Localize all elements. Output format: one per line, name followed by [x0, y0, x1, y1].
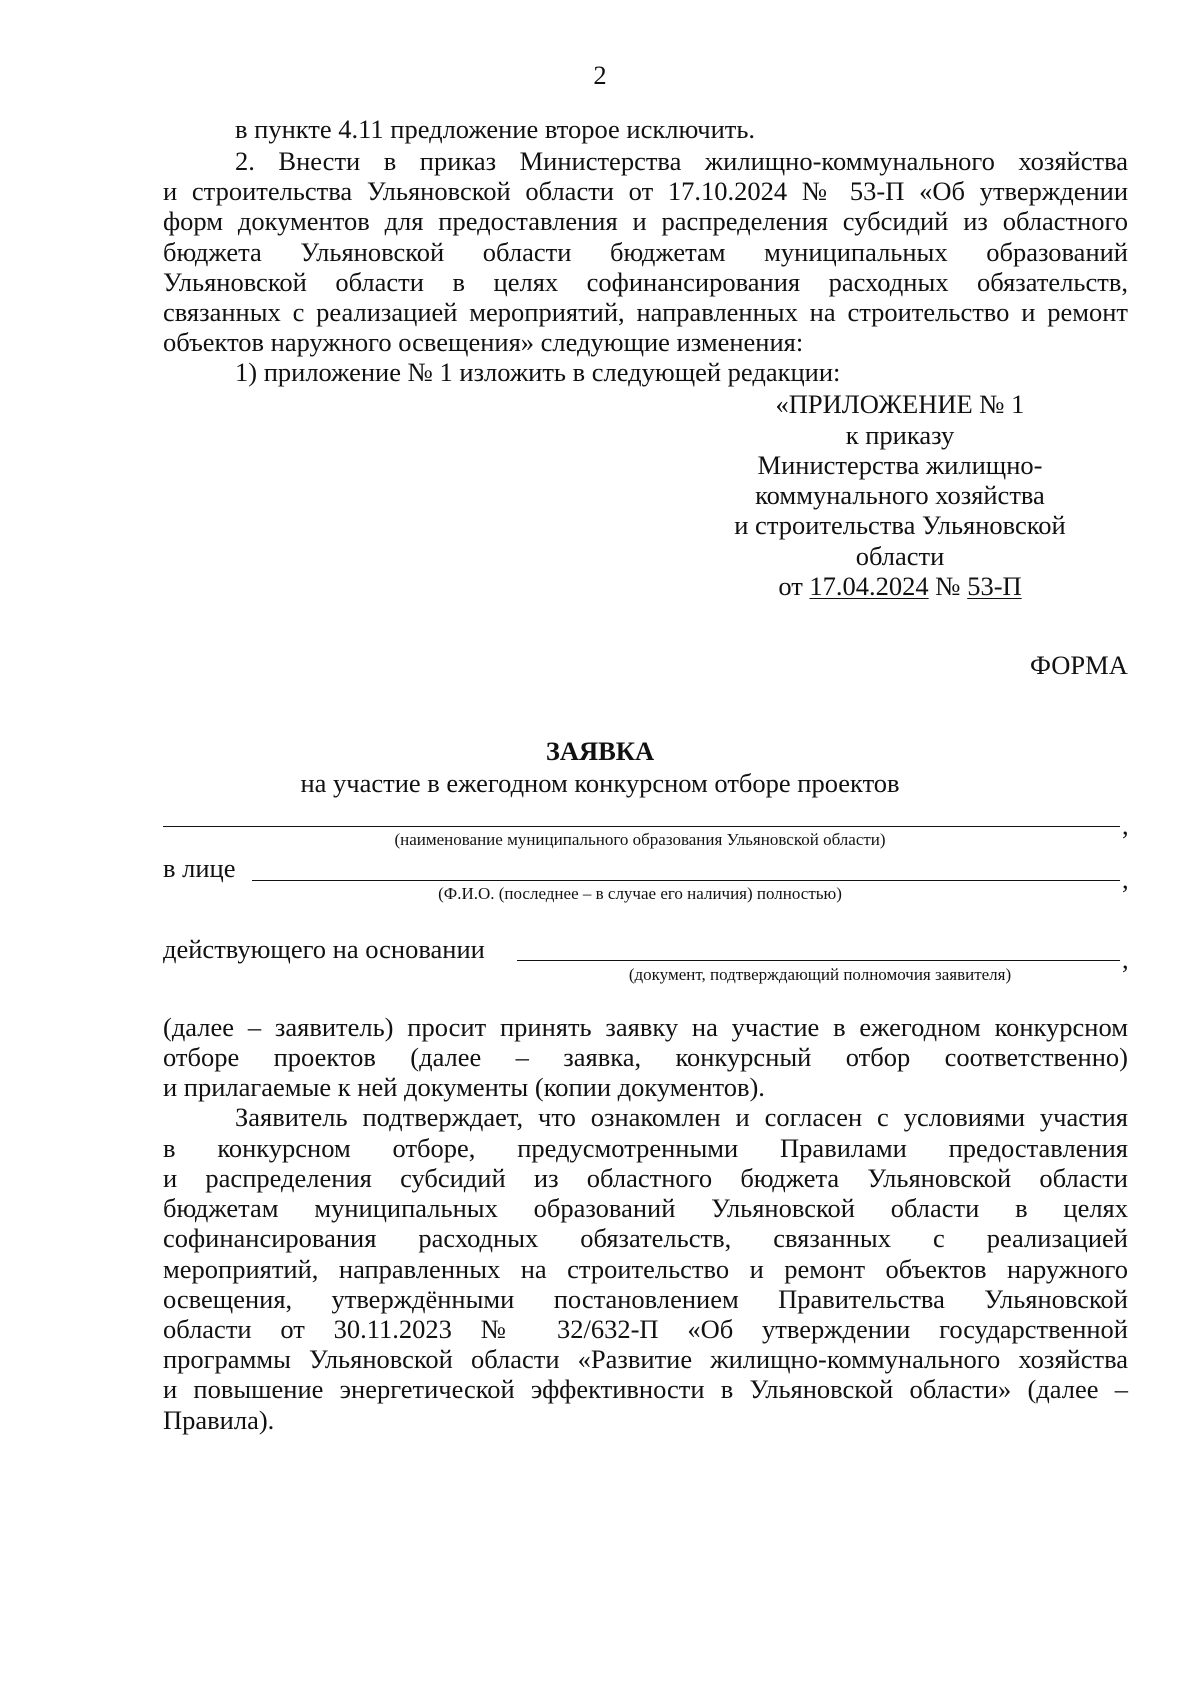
- appendix-title: «ПРИЛОЖЕНИЕ № 1: [775, 389, 1025, 419]
- municipality-caption: (наименование муниципального образования Ульяновской области): [394, 830, 886, 849]
- document-field[interactable]: [517, 960, 1120, 961]
- form-label: ФОРМА: [1030, 650, 1128, 680]
- form-subtitle: на участие в ежегодном конкурсном отборе проектов: [300, 768, 900, 798]
- body-line: Правила).: [163, 1405, 275, 1435]
- appendix-number: 53-П: [967, 571, 1022, 601]
- body-line: и прилагаемые к ней документы (копии документов).: [163, 1072, 765, 1102]
- item2-line: объектов наружного освещения» следующие изменения:: [163, 327, 804, 357]
- item2-line: и строительства Ульяновской области от 17.10.2024 № 53-П «Об утверждении: [163, 176, 1128, 206]
- item2-line: бюджета Ульяновской области бюджетам муниципальных образований: [163, 237, 1128, 267]
- comma: ,: [1122, 864, 1129, 894]
- number-prefix: №: [928, 571, 968, 601]
- body-line: в конкурсном отборе, предусмотренными Правилами предоставления: [163, 1133, 1128, 1163]
- date-prefix: от: [778, 571, 810, 601]
- body-line: Заявитель подтверждает, что ознакомлен и согласен с условиями участия: [235, 1102, 1128, 1132]
- body-line: софинансирования расходных обязательств, связанных с реализацией: [163, 1223, 1128, 1253]
- in-person-label: в лице: [163, 853, 236, 883]
- body-line: бюджетам муниципальных образований Ульяновской области в целях: [163, 1193, 1128, 1223]
- body-line: области от 30.11.2023 № 32/632-П «Об утверждении государственной: [163, 1314, 1128, 1344]
- appendix-line: Министерства жилищно-: [757, 450, 1043, 480]
- municipality-field[interactable]: [163, 826, 1120, 827]
- document-caption: (документ, подтверждающий полномочия заявителя): [628, 965, 1012, 984]
- appendix-line: коммунального хозяйства: [755, 480, 1045, 510]
- fio-caption: (Ф.И.О. (последнее – в случае его наличия) полностью): [438, 884, 842, 903]
- comma: ,: [1122, 944, 1129, 974]
- body-line: мероприятий, направленных на строительство и ремонт объектов наружного: [163, 1254, 1128, 1284]
- appendix-date-line: [720, 571, 1080, 601]
- intro-line: в пункте 4.11 предложение второе исключить.: [235, 114, 756, 144]
- item2-line: 2. Внести в приказ Министерства жилищно-коммунального хозяйства: [235, 146, 1128, 176]
- appendix-line: области: [855, 541, 945, 571]
- fio-field[interactable]: [252, 880, 1120, 881]
- comma: ,: [1122, 810, 1129, 840]
- body-line: освещения, утверждёнными постановлением Правительства Ульяновской: [163, 1284, 1128, 1314]
- appendix-line: и строительства Ульяновской: [734, 510, 1066, 540]
- body-line: и повышение энергетической эффективности в Ульяновской области» (далее –: [163, 1374, 1128, 1404]
- appendix-line: к приказу: [845, 420, 955, 450]
- acting-label: действующего на основании: [163, 934, 485, 964]
- item1-line: 1) приложение № 1 изложить в следующей редакции:: [235, 357, 841, 387]
- item2-line: связанных с реализацией мероприятий, направленных на строительство и ремонт: [163, 297, 1128, 327]
- form-title: ЗАЯВКА: [545, 736, 655, 766]
- body-line: программы Ульяновской области «Развитие жилищно-коммунального хозяйства: [163, 1344, 1128, 1374]
- body-line: и распределения субсидий из областного бюджета Ульяновской области: [163, 1163, 1128, 1193]
- item2-line: Ульяновской области в целях софинансирования расходных обязательств,: [163, 267, 1128, 297]
- page-number: 2: [593, 60, 607, 90]
- appendix-date: 17.04.2024: [809, 571, 929, 601]
- item2-line: форм документов для предоставления и распределения субсидий из областного: [163, 206, 1128, 236]
- body-line: (далее – заявитель) просит принять заявку на участие в ежегодном конкурсном: [163, 1012, 1128, 1042]
- body-line: отборе проектов (далее – заявка, конкурсный отбор соответственно): [163, 1042, 1128, 1072]
